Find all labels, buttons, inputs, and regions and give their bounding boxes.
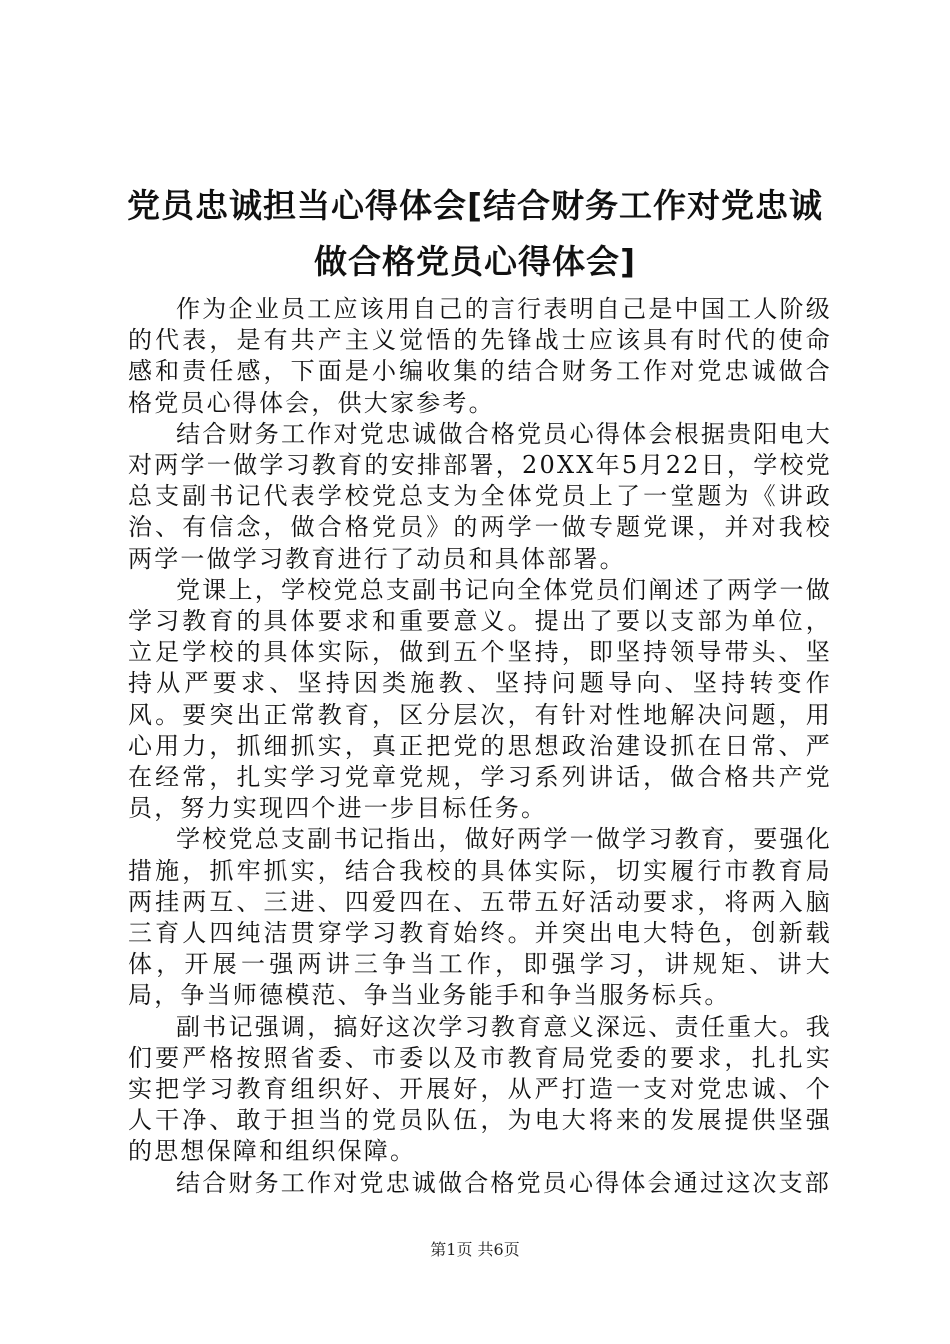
paragraph-1: 作为企业员工应该用自己的言行表明自己是中国工人阶级的代表，是有共产主义觉悟的先锋战士应该具有时代的使命感和责任感，下面是小编收集的结合财务工作对党忠诚做合格党员心得体会，供大家参考。 [128,295,832,417]
document-body [128,294,832,1199]
paragraph-4: 学校党总支副书记指出，做好两学一做学习教育，要强化措施，抓牢抓实，结合我校的具体实际，切实履行市教育局两挂两互、三进、四爱四在、五带五好活动要求，将两入脑三育人四纯洁贯穿学习教育始终。并突出电大特色，创新载体，开展一强两讲三争当工作，即强学习，讲规矩、讲大局，争当师德模范、争当业务能手和争当服务标兵。 [128,825,832,1010]
paragraph-6: 结合财务工作对党忠诚做合格党员心得体会通过这次支部 [176,1168,831,1197]
paragraph-3: 党课上，学校党总支副书记向全体党员们阐述了两学一做学习教育的具体要求和重要意义。提出了要以支部为单位，立足学校的具体实际，做到五个坚持，即坚持领导带头、坚持从严要求、坚持因类施教、坚持问题导向、坚持转变作风。要突出正常教育，区分层次，有针对性地解决问题，用心用力，抓细抓实，真正把党的思想政治建设抓在日常、严在经常，扎实学习党章党规，学习系列讲话，做合格共产党员，努力实现四个进一步目标任务。 [128,575,832,823]
page-number-footer: 第1页 共6页 [430,1240,520,1259]
document-title: 党员忠诚担当心得体会[结合财务工作对党忠诚做合格党员心得体会] [126,186,824,281]
paragraph-5: 副书记强调，搞好这次学习教育意义深远、责任重大。我们要严格按照省委、市委以及市教育局党委的要求，扎扎实实把学习教育组织好、开展好，从严打造一支对党忠诚、个人干净、敢于担当的党员队伍，为电大将来的发展提供坚强的思想保障和组织保障。 [128,1012,832,1166]
paragraph-2: 结合财务工作对党忠诚做合格党员心得体会根据贵阳电大对两学一做学习教育的安排部署，20XX年5月22日，学校党总支副书记代表学校党总支为全体党员上了一堂题为《讲政治、有信念，做合格党员》的两学一做专题党课，并对我校两学一做学习教育进行了动员和具体部署。 [128,419,832,573]
